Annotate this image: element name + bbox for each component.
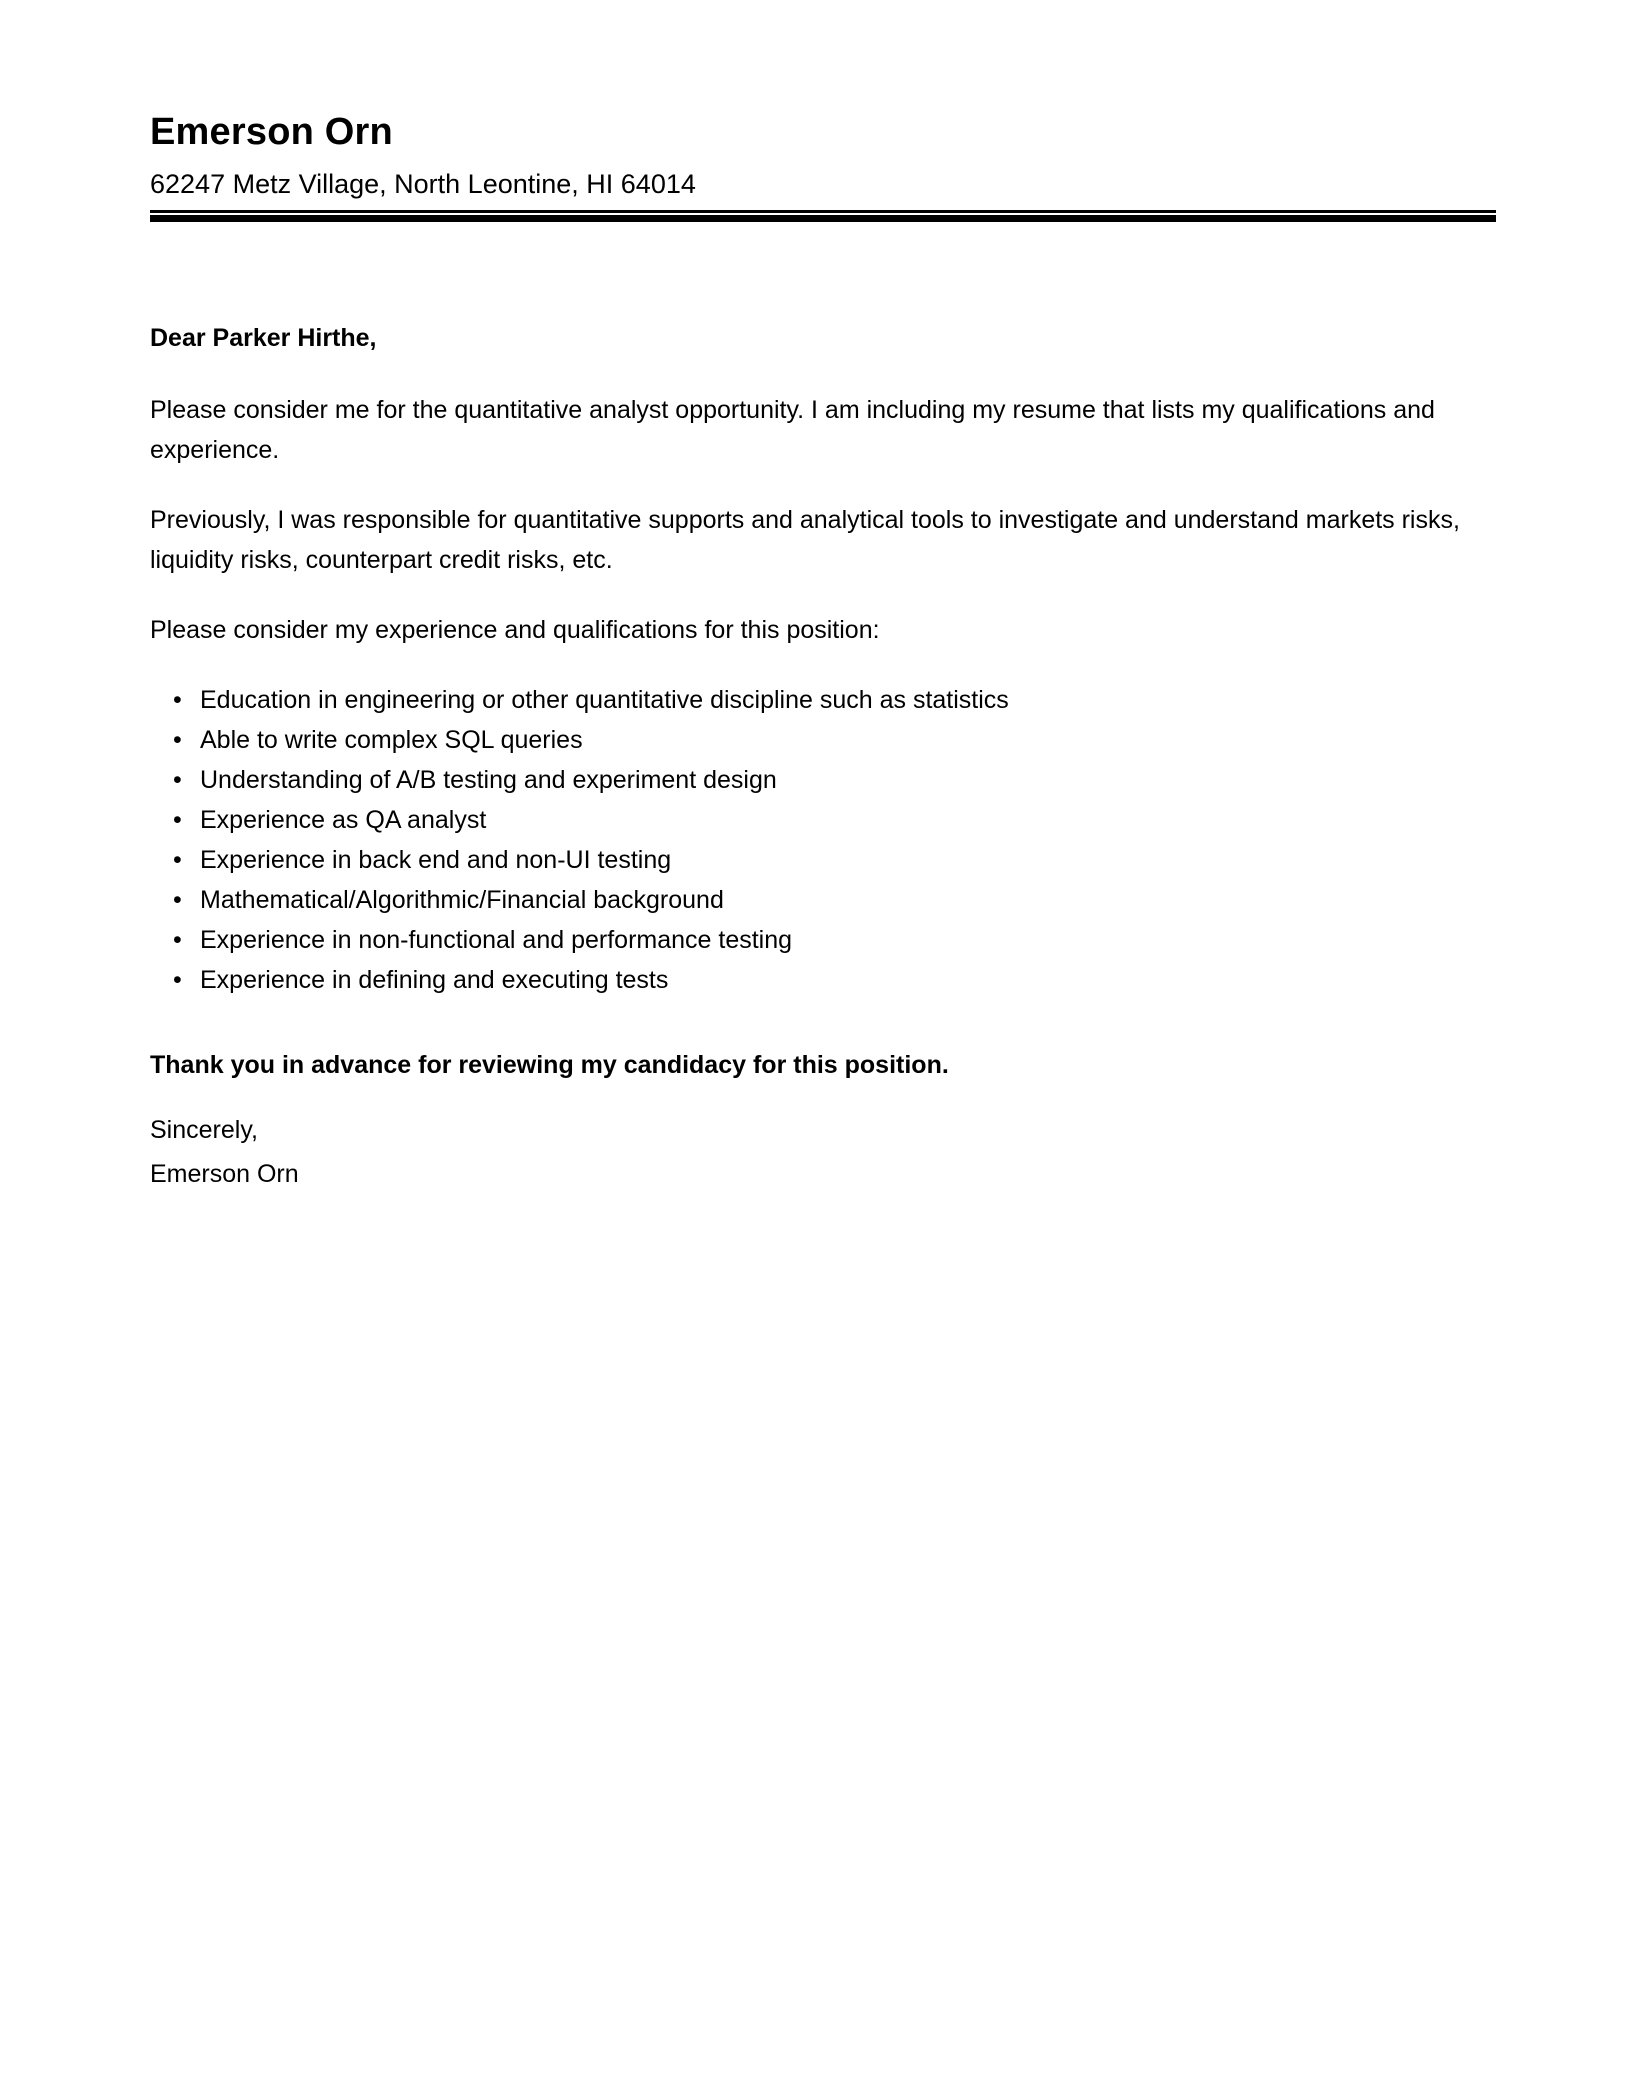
qualification-item: • Understanding of A/B testing and experiment design [200,760,1496,800]
qualification-item: • Experience in back end and non-UI testing [200,840,1496,880]
qualification-item: • Able to write complex SQL queries [200,720,1496,760]
sender-name: Emerson Orn [150,111,393,153]
paragraph-previous-experience: Previously, I was responsible for quantitative supports and analytical tools to investigate and understand markets risks, liquidity risks, counterpart credit risks, etc. [150,505,1460,574]
header-divider [150,210,1496,222]
qualification-item: • Mathematical/Algorithmic/Financial background [200,880,1496,920]
sender-address: 62247 Metz Village, North Leontine, HI 64014 [150,168,696,199]
closing-statement: Thank you in advance for reviewing my candidacy for this position. [150,1050,949,1079]
letter-body [150,318,1496,1194]
greeting: Dear Parker Hirthe, [150,323,377,352]
qualifications-list [150,680,1496,1000]
paragraph-opening: Please consider me for the quantitative analyst opportunity. I am including my resume that lists my qualifications and experience. [150,395,1435,464]
signoff: Sincerely, [150,1115,258,1144]
signature-name: Emerson Orn [150,1159,299,1188]
qualification-item: • Experience as QA analyst [200,800,1496,840]
qualification-item: • Experience in non-functional and performance testing [200,920,1496,960]
letter-header [150,110,1496,222]
paragraph-qualifications-leadin: Please consider my experience and qualifications for this position: [150,615,880,644]
qualification-item: • Education in engineering or other quantitative discipline such as statistics [200,680,1496,720]
qualification-item: • Experience in defining and executing tests [200,960,1496,1000]
